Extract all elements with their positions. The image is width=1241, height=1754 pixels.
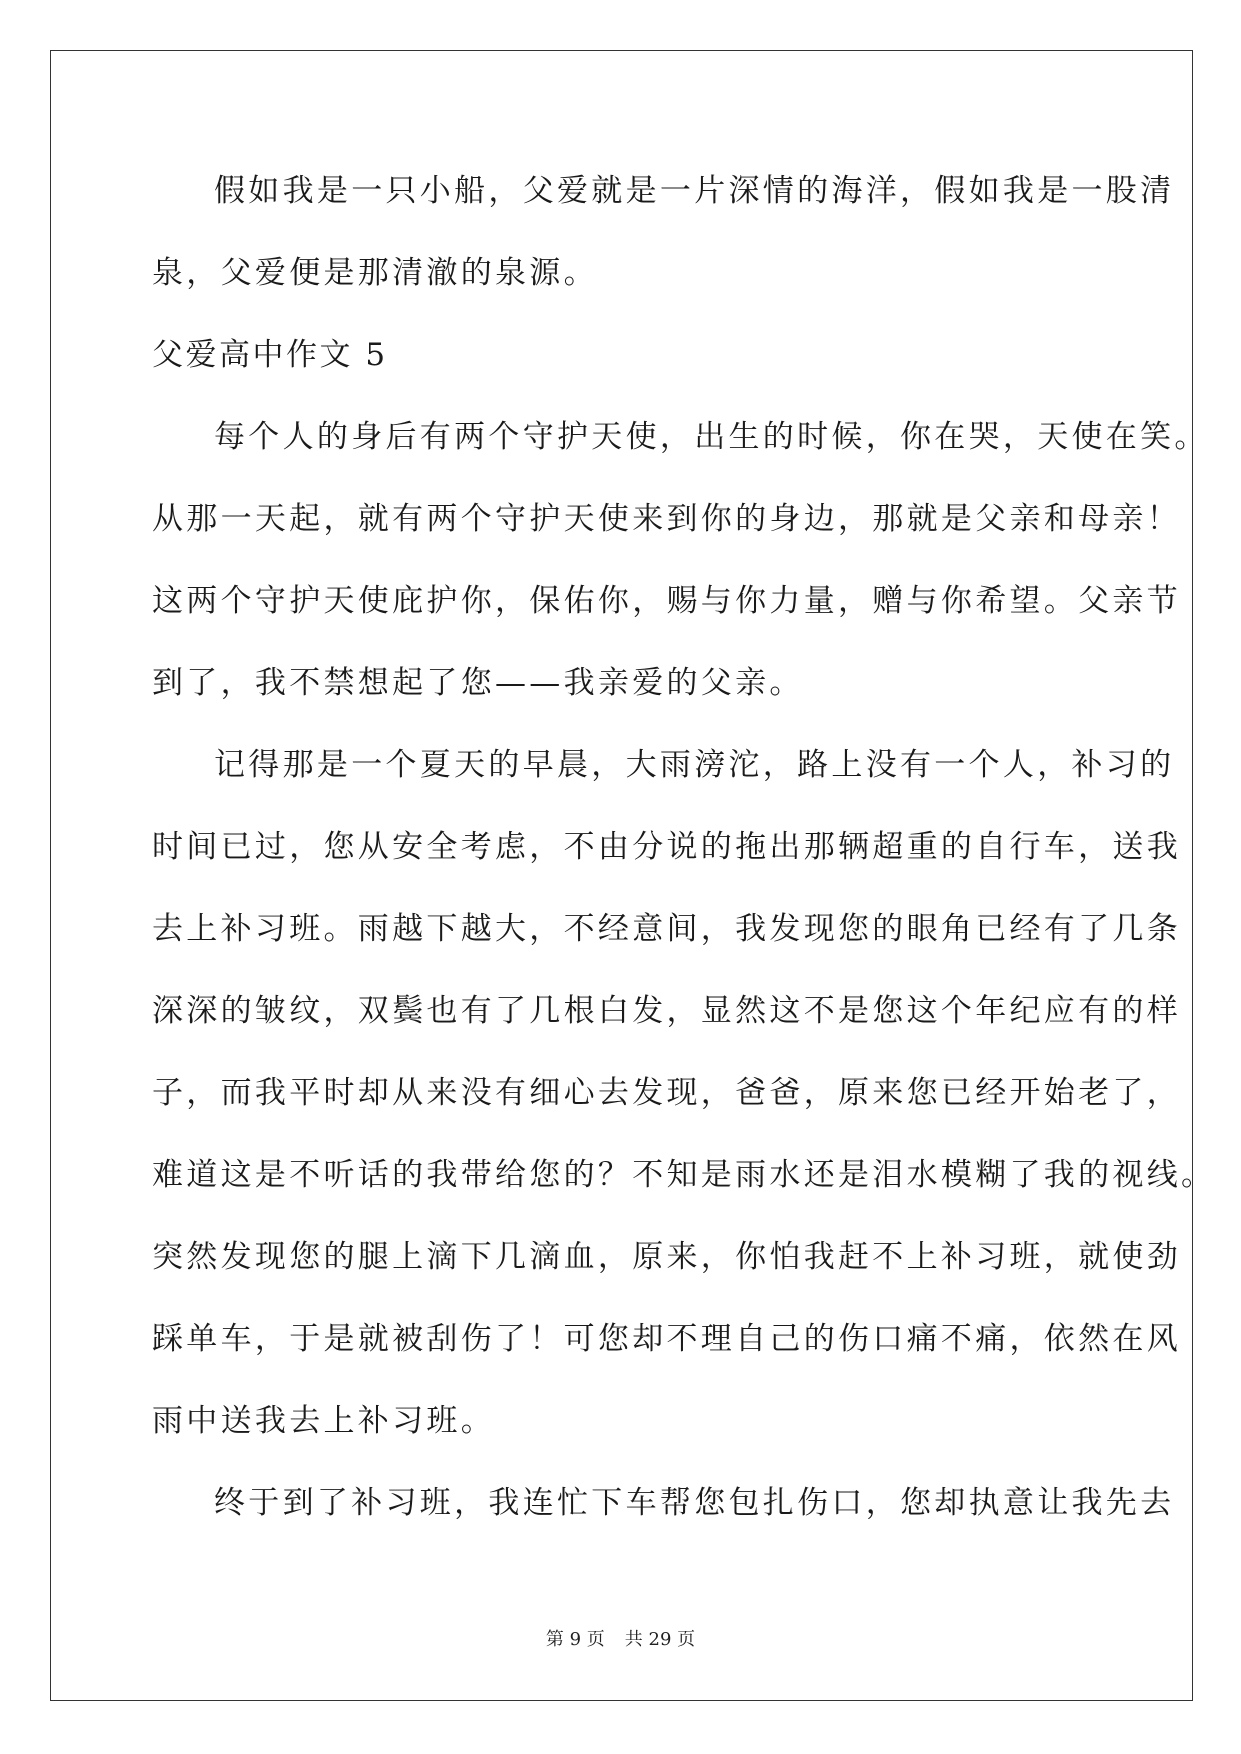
paragraph-line: 记得那是一个夏天的早晨，大雨滂沱，路上没有一个人，补习的 [214, 747, 1175, 783]
page-footer [0, 1628, 1241, 1652]
section-title: 父爱高中作文 5 [152, 337, 388, 373]
paragraph-line: 泉，父爱便是那清澈的泉源。 [152, 255, 598, 291]
paragraph-line: 深深的皱纹，双鬓也有了几根白发，显然这不是您这个年纪应有的样 [152, 993, 1181, 1029]
paragraph-line: 每个人的身后有两个守护天使，出生的时候，你在哭，天使在笑。 [214, 419, 1209, 455]
paragraph-line: 突然发现您的腿上滴下几滴血，原来，你怕我赶不上补习班，就使劲 [152, 1239, 1181, 1275]
paragraph-line: 难道这是不听话的我带给您的？不知是雨水还是泪水模糊了我的视线。 [152, 1157, 1216, 1193]
paragraph-line: 终于到了补习班，我连忙下车帮您包扎伤口，您却执意让我先去 [214, 1485, 1175, 1521]
page-total: 共 29 页 [624, 1629, 696, 1650]
document-body [152, 163, 1216, 1557]
paragraph-line: 踩单车，于是就被刮伤了！可您却不理自己的伤口痛不痛，依然在风 [152, 1321, 1181, 1357]
paragraph-line: 去上补习班。雨越下越大，不经意间，我发现您的眼角已经有了几条 [152, 911, 1181, 947]
paragraph-line: 时间已过，您从安全考虑，不由分说的拖出那辆超重的自行车，送我 [152, 829, 1181, 865]
paragraph-line: 这两个守护天使庇护你，保佑你，赐与你力量，赠与你希望。父亲节 [152, 583, 1181, 619]
paragraph-line: 到了，我不禁想起了您——我亲爱的父亲。 [152, 665, 804, 701]
paragraph-line: 假如我是一只小船，父爱就是一片深情的海洋，假如我是一股清 [214, 173, 1175, 209]
page-number: 第 9 页 [545, 1629, 605, 1650]
paragraph-line: 子，而我平时却从来没有细心去发现，爸爸，原来您已经开始老了， [152, 1075, 1181, 1111]
paragraph-line: 从那一天起，就有两个守护天使来到你的身边，那就是父亲和母亲！ [152, 501, 1181, 537]
paragraph-line: 雨中送我去上补习班。 [152, 1403, 495, 1439]
